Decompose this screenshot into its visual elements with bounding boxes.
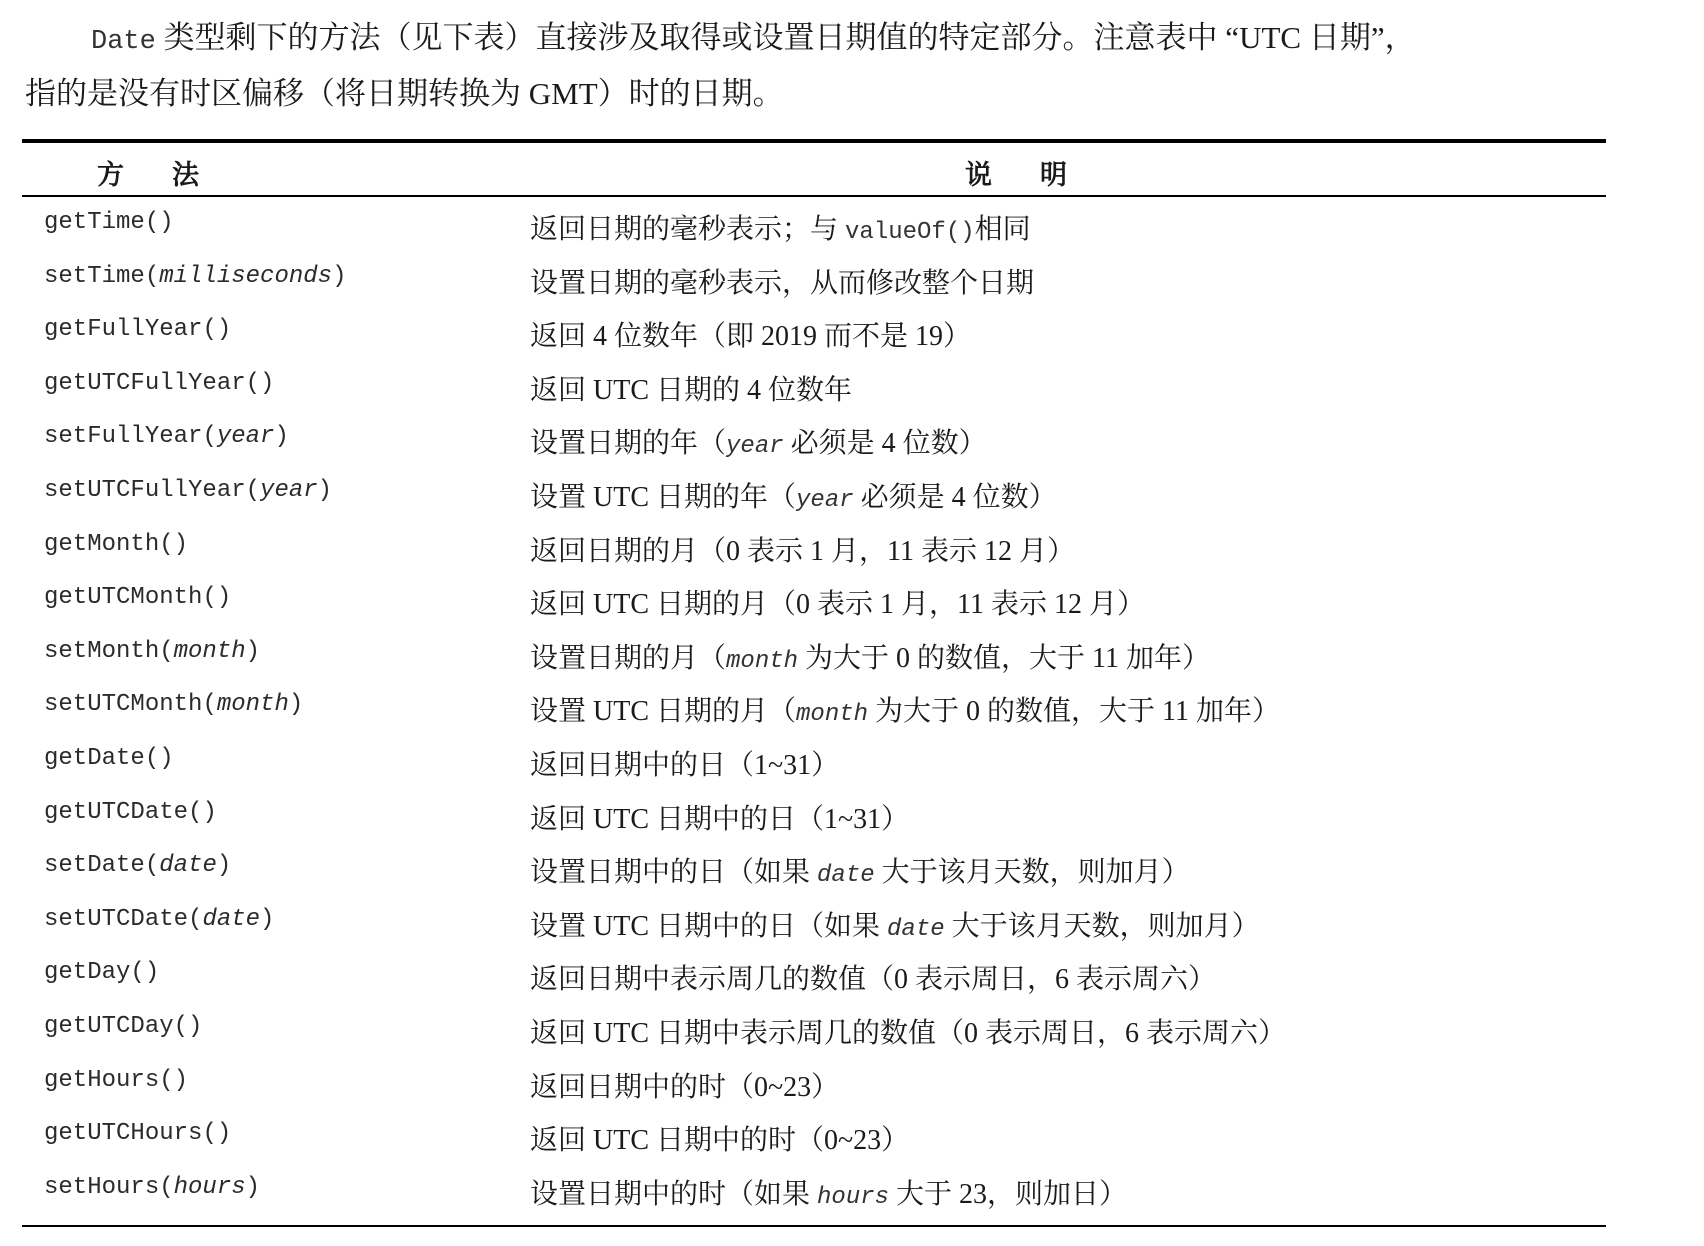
method-name: setUTCMonth xyxy=(44,691,203,719)
method-name: getMonth xyxy=(44,530,160,558)
table-row xyxy=(22,523,1606,577)
description-cell xyxy=(530,743,839,783)
method-cell: getUTCHours() xyxy=(44,1120,232,1148)
method-name: getUTCDay xyxy=(44,1012,174,1040)
description-text: 设置日期中的时（如果 xyxy=(530,1178,818,1210)
table-row xyxy=(22,898,1606,952)
table-bottom-rule xyxy=(22,1225,1606,1227)
table-row xyxy=(22,308,1606,362)
description-param: year xyxy=(796,486,854,514)
method-cell: getHours() xyxy=(44,1066,189,1094)
description-param: month xyxy=(796,701,869,729)
description-text: 设置 UTC 日期的月（ xyxy=(530,696,797,728)
table-row xyxy=(22,791,1606,845)
description-cell xyxy=(530,368,852,408)
description-param: date xyxy=(887,915,945,943)
description-text: 设置日期中的日（如果 xyxy=(530,857,818,889)
table-row xyxy=(22,1166,1606,1220)
description-cell xyxy=(530,1011,1286,1051)
description-cell xyxy=(530,1065,839,1105)
method-param: month xyxy=(173,637,246,665)
description-text: 必须是 4 位数） xyxy=(853,481,1057,513)
description-text: 设置日期的年（ xyxy=(530,428,727,460)
description-cell xyxy=(530,957,1216,997)
table-row xyxy=(22,1112,1606,1166)
table-row xyxy=(22,1059,1606,1113)
description-text: 返回日期的毫秒表示；与 xyxy=(530,214,846,245)
description-cell xyxy=(530,904,1260,944)
description-text: 返回 4 位数年（即 2019 而不是 19） xyxy=(530,321,972,353)
description-text: 返回 UTC 日期中的时（0~23） xyxy=(530,1125,910,1157)
description-param: hours xyxy=(817,1183,890,1211)
description-cell xyxy=(530,475,1057,515)
method-name: getDay xyxy=(44,959,131,987)
table-row xyxy=(22,255,1606,309)
method-name: setUTCFullYear xyxy=(44,476,246,504)
intro-line-2: 指的是没有时区偏移（将日期转换为 GMT）时的日期。 xyxy=(25,76,784,111)
table-row xyxy=(22,201,1606,255)
method-cell: getUTCFullYear() xyxy=(44,369,275,397)
method-name: setDate xyxy=(44,852,145,880)
description-text: 返回 UTC 日期的 4 位数年 xyxy=(530,374,853,406)
table-row xyxy=(22,415,1606,469)
header-method: 方法 xyxy=(97,160,247,191)
table-row xyxy=(22,844,1606,898)
method-param: hours xyxy=(173,1173,246,1201)
description-text: 设置日期的月（ xyxy=(530,642,727,674)
description-text: 返回日期中的时（0~23） xyxy=(530,1071,840,1103)
method-name: getUTCDate xyxy=(44,798,189,826)
method-cell: getTime() xyxy=(44,209,174,236)
method-cell: setHours(hours) xyxy=(44,1173,261,1201)
method-name: setHours xyxy=(44,1173,160,1201)
description-cell xyxy=(530,850,1190,890)
description-param: year xyxy=(726,433,784,461)
table-row xyxy=(22,469,1606,523)
table-body xyxy=(22,197,1606,1225)
description-cell xyxy=(530,797,909,837)
description-cell xyxy=(530,421,987,461)
method-name: getHours xyxy=(44,1066,160,1094)
table-row xyxy=(22,1005,1606,1059)
method-name: getDate xyxy=(44,744,145,772)
description-text: 设置日期的毫秒表示，从而修改整个日期 xyxy=(530,267,1035,299)
table-row xyxy=(22,362,1606,416)
intro-code-date: Date xyxy=(91,27,156,57)
intro-paragraph xyxy=(25,12,1625,119)
description-text: 设置 UTC 日期的年（ xyxy=(530,481,797,513)
description-cell xyxy=(530,689,1280,729)
method-param: year xyxy=(260,476,318,504)
description-text: 返回日期的月（0 表示 1 月，11 表示 12 月） xyxy=(530,535,1075,567)
method-name: setTime xyxy=(44,262,145,290)
method-param: milliseconds xyxy=(159,262,333,290)
method-cell: getDate() xyxy=(44,744,174,772)
table-header-row xyxy=(22,143,1606,195)
description-text: 返回日期中的日（1~31） xyxy=(530,749,840,781)
method-cell: setMonth(month) xyxy=(44,637,261,665)
description-cell xyxy=(530,529,1075,569)
description-cell xyxy=(530,261,1034,301)
intro-line-1 xyxy=(25,12,1625,68)
table-row xyxy=(22,683,1606,737)
description-text: 为大于 0 的数值，大于 11 加年） xyxy=(798,642,1210,674)
method-cell: getFullYear() xyxy=(44,316,232,344)
description-cell xyxy=(530,207,1031,247)
method-cell: setUTCDate(date) xyxy=(44,905,275,933)
description-code: valueOf() xyxy=(845,219,975,246)
description-cell xyxy=(530,582,1145,622)
method-cell: setUTCFullYear(year) xyxy=(44,476,333,504)
description-cell xyxy=(530,1118,909,1158)
table-row xyxy=(22,630,1606,684)
method-param: date xyxy=(159,852,217,880)
description-text: 大于该月天数，则加月） xyxy=(874,857,1190,889)
date-methods-table xyxy=(22,139,1606,1227)
description-cell xyxy=(530,636,1210,676)
method-name: setFullYear xyxy=(44,423,203,451)
intro-text-1: 类型剩下的方法（见下表）直接涉及取得或设置日期值的特定部分。注意表中 “UTC 日期”， xyxy=(155,20,1416,55)
method-name: getTime xyxy=(44,209,145,236)
method-name: setMonth xyxy=(44,637,160,665)
header-description: 说明 xyxy=(965,160,1115,191)
method-cell: getDay() xyxy=(44,959,160,987)
table-row xyxy=(22,737,1606,791)
description-text: 为大于 0 的数值，大于 11 加年） xyxy=(868,696,1280,728)
method-param: date xyxy=(202,905,261,933)
description-param: date xyxy=(817,862,875,890)
method-name: getUTCHours xyxy=(44,1120,203,1148)
method-name: getUTCFullYear xyxy=(44,369,246,397)
method-cell: setDate(date) xyxy=(44,852,232,880)
description-text: 返回 UTC 日期的月（0 表示 1 月，11 表示 12 月） xyxy=(530,589,1145,621)
method-cell: getUTCDay() xyxy=(44,1012,203,1040)
method-cell: setTime(milliseconds) xyxy=(44,262,347,290)
description-cell xyxy=(530,1172,1127,1212)
description-text: 返回 UTC 日期中表示周几的数值（0 表示周日，6 表示周六） xyxy=(530,1017,1287,1049)
method-name: setUTCDate xyxy=(44,905,189,933)
description-cell xyxy=(530,314,971,354)
table-row xyxy=(22,576,1606,630)
method-cell: getMonth() xyxy=(44,530,189,558)
description-text: 设置 UTC 日期中的日（如果 xyxy=(530,910,888,942)
method-param: month xyxy=(216,691,289,719)
description-text: 必须是 4 位数） xyxy=(783,428,987,460)
description-param: month xyxy=(726,647,799,675)
method-param: year xyxy=(216,423,275,451)
description-text: 返回日期中表示周几的数值（0 表示周日，6 表示周六） xyxy=(530,964,1217,996)
description-text: 大于 23，则加日） xyxy=(889,1178,1128,1210)
description-text: 相同 xyxy=(974,214,1031,245)
method-cell: getUTCDate() xyxy=(44,798,217,826)
method-cell: setFullYear(year) xyxy=(44,423,289,451)
method-name: getFullYear xyxy=(44,316,203,344)
description-text: 大于该月天数，则加月） xyxy=(944,910,1260,942)
method-cell: setUTCMonth(month) xyxy=(44,691,304,719)
table-row xyxy=(22,951,1606,1005)
method-cell: getUTCMonth() xyxy=(44,584,232,612)
description-text: 返回 UTC 日期中的日（1~31） xyxy=(530,803,910,835)
method-name: getUTCMonth xyxy=(44,584,203,612)
